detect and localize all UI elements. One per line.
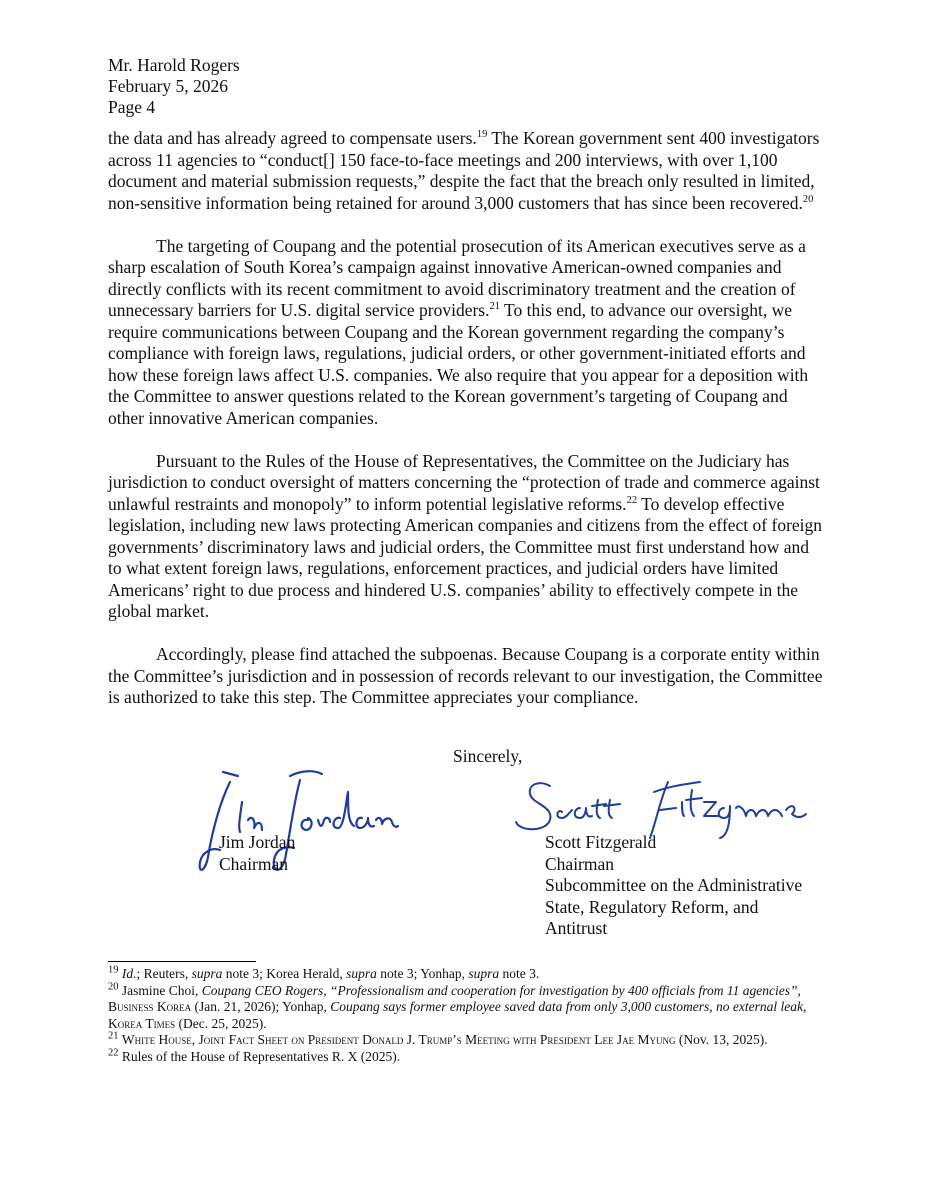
signer-right-subcommittee: Subcommittee on the Administrative [545, 875, 803, 895]
paragraph-3: Pursuant to the Rules of the House of Representatives, the Committee on the Judiciary has jurisdiction to conduct oversight of matters concerning the “protection of trade and commerce against unlawful restraints and monopoly” to inform potential legislative reforms.$^{22}$ To develop effective legislation, including new laws protecting American companies and citizens from the effect of foreign governments’ discriminatory laws and judicial orders, the Committee must first understand how and to what extent foreign laws, regulations, enforcement practices, and judicial orders have limited Americans’ right to due process and hindered U.S. companies’ ability to effectively compete in the global market. [108, 450, 823, 621]
footnote-20: $^{20}$ Jasmine Choi, Coupang CEO Rogers, “Professionalism and cooperation for investigation by 400 officials from 11 agencies”, Business Korea (Jan. 21, 2026); Yonhap, Coupang says former employee saved data from only 3,000 customers, no external leak, Korea Times (Dec. 25, 2025). [108, 981, 807, 1031]
footnote-22: $^{22}$ Rules of the House of Representatives R. X (2025). [108, 1047, 401, 1064]
paragraph-1: the data and has already agreed to compensate users.$^{19}$ The Korean government sent 400 investigators across 11 agencies to “conduct[] 150 face-to-face meetings and 200 interviews, with over 1,100 document and material submission requests,” despite the fact that the breach only resulted in limited, non-sensitive information being retained for around 3,000 customers that has since been recovered.$^{20}$ [108, 128, 820, 213]
letter-body [108, 128, 823, 730]
signer-right-subcommittee-2: State, Regulatory Reform, and [545, 896, 759, 917]
footnote-21: $^{21}$ White House, Joint Fact Sheet on President Donald J. Trump’s Meeting with President Lee Jae Myung (Nov. 13, 2025). [108, 1030, 768, 1047]
letter-header [108, 55, 240, 118]
paragraph-2: The targeting of Coupang and the potential prosecution of its American executives serve as a sharp escalation of South Korea’s campaign against innovative American-owned companies and directly conflicts with its recent commitment to avoid discriminatory treatment and the creation of unnecessary barriers for U.S. digital service providers.$^{21}$ To this end, to advance our oversight, we require communications between Coupang and the Korean government regarding the company’s compliance with foreign laws, regulations, judicial orders, or other government-initiated efforts and how these foreign laws affect U.S. companies. We also require that you appear for a deposition with the Committee to answer questions related to the Korean government’s targeting of Coupang and other innovative American companies. [108, 235, 809, 428]
footnote-ref-22: 22 [626, 494, 638, 506]
footnote-ref-20: 20 [802, 193, 814, 205]
footnote-divider [108, 961, 256, 962]
footnote-ref-19: 19 [476, 129, 488, 141]
page-number: Page 4 [108, 97, 156, 117]
signer-left-name: Jim Jordan [219, 832, 296, 852]
recipient-name: Mr. Harold Rogers [108, 55, 240, 75]
signer-left [219, 832, 295, 875]
footnotes [108, 966, 823, 1065]
signer-right-title: Chairman [545, 853, 615, 874]
footnote-19: $^{19}$ Id.; Reuters, supra note 3; Korea Herald, supra note 3; Yonhap, supra note 3. [108, 964, 540, 981]
footnote-ref-21: 21 [489, 301, 500, 313]
signer-right [545, 832, 802, 940]
letter-date: February 5, 2026 [108, 76, 229, 96]
signer-right-name: Scott Fitzgerald [545, 832, 657, 852]
signer-left-title: Chairman [219, 853, 289, 874]
closing-salutation: Sincerely, [453, 746, 523, 766]
signer-right-subcommittee-3: Antitrust [545, 918, 608, 938]
paragraph-4: Accordingly, please find attached the subpoenas. Because Coupang is a corporate entity within the Committee’s jurisdiction and in possession of records relevant to our investigation, the Committee is authorized to take this step. The Committee appreciates your compliance. [108, 644, 823, 707]
